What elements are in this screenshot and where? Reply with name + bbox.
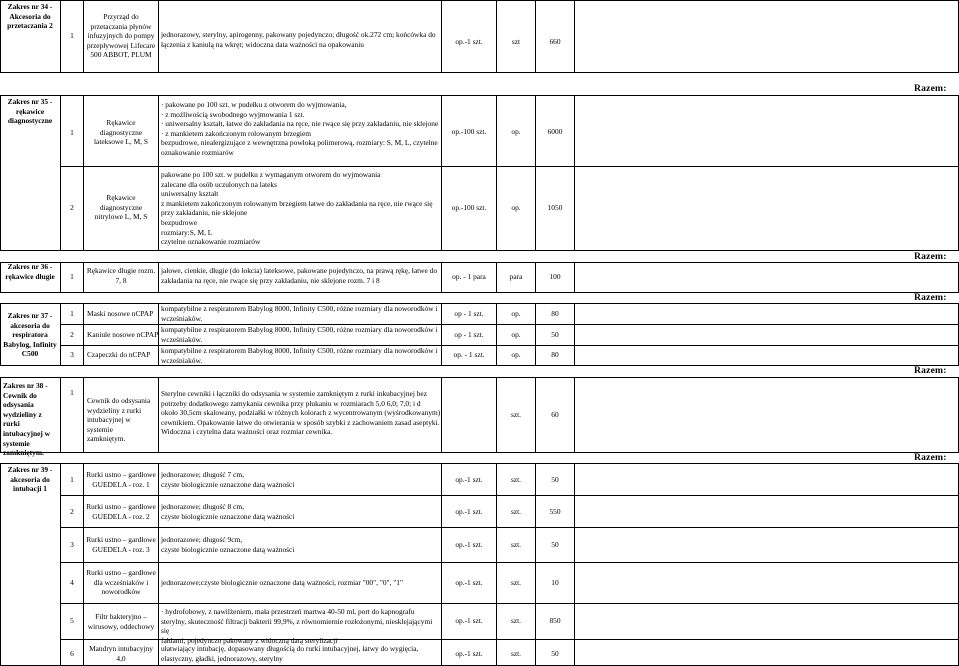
item-number: 1	[70, 31, 74, 40]
item-description: kompatybilne z respiratorem Babylog 8000, Infinity C500, różne rozmiary dla noworodków i wcześniaków.	[161, 346, 438, 365]
item-description: jednorazowe; długość 9cm, czyste biologicznie oznaczone datą ważności	[161, 535, 295, 554]
item-name: Rękawice diagnostyczne nitrylowe L, M, S	[94, 193, 148, 222]
item-number: 1	[70, 309, 74, 318]
rule	[0, 250, 959, 251]
rule	[60, 527, 959, 528]
rule	[441, 463, 442, 666]
unit: szt.	[510, 578, 522, 587]
packaging: op. - 1 szt.	[453, 350, 485, 359]
rule	[441, 95, 442, 250]
rule	[0, 72, 959, 73]
item-number: 3	[70, 350, 74, 359]
rule	[0, 303, 959, 304]
item-name: Rękawice diagnostyczne lateksowe L, M, S	[94, 118, 148, 147]
item-description: ułatwiający intubację, dopasowany długością do rurki intubacyjnej, łatwy do wygięcia, elastyczny, gładki, jednorazowy, sterylny	[161, 644, 419, 663]
rule	[574, 262, 575, 293]
item-name: Mandryn intubacyjny 4,0	[89, 644, 153, 663]
zakres-title: Zakres nr 36 - rękawice długie	[5, 262, 55, 281]
quantity: 10	[551, 578, 559, 587]
rule	[0, 377, 1, 453]
rule	[60, 603, 959, 604]
quantity: 550	[549, 507, 561, 516]
rule	[496, 95, 497, 250]
rule	[60, 95, 61, 250]
zakres-title: Zakres nr 35 - rękawice diagnostyczne	[7, 97, 53, 126]
packaging: op.-100 szt.	[451, 127, 487, 136]
item-number: 1	[70, 128, 74, 137]
rule	[0, 377, 959, 378]
rule	[0, 365, 959, 366]
rule	[0, 95, 959, 96]
zakres-title: Zakres nr 39 - akcesoria do intubacji 1	[7, 465, 53, 494]
quantity: 60	[551, 410, 559, 419]
unit: szt.	[510, 649, 522, 658]
quantity: 6000	[547, 127, 563, 136]
item-name: Rurki ustno – gardłowe dla wcześniaków i noworodków	[86, 568, 156, 597]
unit: op.	[511, 309, 521, 318]
rule	[83, 95, 84, 250]
packaging: op.-100 szt.	[451, 203, 487, 212]
razem-label: Razem:	[914, 83, 947, 94]
rule	[0, 452, 959, 453]
quantity: 80	[551, 350, 559, 359]
item-number: 1	[70, 272, 74, 281]
packaging: op.-1 szt.	[455, 475, 483, 484]
razem-label: Razem:	[914, 365, 947, 376]
item-number: 3	[70, 540, 74, 549]
rule	[60, 562, 959, 563]
packaging: op - 1 szt.	[454, 330, 484, 339]
unit: szt.	[510, 410, 522, 419]
rule	[158, 463, 159, 666]
packaging: op.-1 szt.	[455, 507, 483, 516]
item-description: pakowane po 100 szt. w pudełku z wymaganym otworem do wyjmowania zalecane dla osób uczulonych na lateks uniwersalny kształt z mankietem zakończonym rolowanym brzegiem łatwe do zakładania na ręce, nie rwące się przy zakładaniu, nie sklejone bezpudrowe rozmiary:S, M, L czytelne oznakowanie rozmiarów	[161, 170, 433, 247]
item-name: Filtr bakteryjno – wirusowy, oddechowy	[87, 612, 155, 631]
unit: op.	[511, 203, 521, 212]
quantity: 1050	[547, 203, 563, 212]
rule	[0, 463, 1, 666]
zakres-title: Zakres nr 37 - akcesoria do respiratora Babylog, Infinity C500	[3, 311, 57, 359]
rule	[535, 463, 536, 666]
rule	[60, 166, 959, 167]
packaging: op.-1 szt.	[455, 616, 483, 625]
item-description: kompatybilne z respiratorem Babylog 8000, Infinity C500, różne rozmiary dla noworodków i wcześniaków.	[161, 325, 438, 344]
item-description: jednorazowe; długość 8 cm, czyste biologicznie oznaczone datą ważności	[161, 502, 295, 521]
unit: szt.	[510, 475, 522, 484]
rule	[0, 262, 959, 263]
packaging: op. - 1 para	[452, 272, 486, 281]
zakres-title: Zakres nr 38 - Cewnik do odsysania wydzieliny z rurki intubacyjnej w systemie zamkniętym.	[3, 381, 51, 458]
item-description: jednorazowe; długość 7 cm, czyste biologicznie oznaczone datą ważności	[161, 470, 295, 489]
item-number: 5	[70, 616, 74, 625]
item-description: · hydrofobowy, z nawilżeniem, mała przestrzeń martwa 40-50 ml, port do kapnografu sterylny, skuteczność filtracji bakterii 99,9%, z równomiernie rozłożonymi, niesklejającymi się fałdami, pojedynczo pakowany z widoczną datą sterylizacji	[161, 607, 433, 645]
rule	[574, 377, 575, 453]
item-description: jednorazowy, sterylny, apirogenny, pakowany pojedynczo; długość ok.272 cm; końcówka do łączenia z kaniulą na wkręt; widoczna data ważności na opakowaniu	[161, 30, 436, 49]
quantity: 850	[549, 616, 561, 625]
unit: op.	[511, 127, 521, 136]
item-number: 2	[70, 203, 74, 212]
unit: op.	[511, 330, 521, 339]
rule	[0, 95, 1, 250]
rule	[574, 463, 575, 666]
unit: para	[509, 272, 523, 281]
rule	[158, 0, 159, 73]
item-name: Czapeczki do nCPAP	[87, 350, 151, 359]
item-name: Rurki ustno – gardłowe GUEDELA - roz. 1	[86, 470, 156, 489]
razem-label: Razem:	[914, 452, 947, 463]
item-name: Rurki ustno – gardłowe GUEDELA - roz. 3	[86, 535, 156, 554]
rule	[83, 262, 84, 293]
item-number: 1	[70, 475, 74, 484]
item-name: Kaniule nosowe nCPAP	[87, 330, 159, 339]
unit: szt.	[510, 507, 522, 516]
rule	[83, 463, 84, 666]
unit: szt.	[510, 540, 522, 549]
item-name: Rękawice długie rozm. 7, 8	[86, 266, 156, 285]
item-description: jednorazowe;czyste biologicznie oznaczone datą ważności, rozmiar "00", "0", "1"	[161, 578, 403, 587]
unit: szt.	[510, 616, 522, 625]
rule	[496, 463, 497, 666]
razem-label: Razem:	[914, 292, 947, 303]
rule	[0, 303, 1, 365]
rule	[158, 262, 159, 293]
packaging: op.-1 szt.	[455, 649, 483, 658]
packaging: op.-1 szt.	[455, 540, 483, 549]
rule	[0, 463, 959, 464]
rule	[83, 377, 84, 453]
rule	[60, 463, 61, 666]
rule	[158, 95, 159, 250]
quantity: 50	[551, 540, 559, 549]
item-number: 1	[70, 388, 74, 397]
quantity: 660	[549, 37, 561, 46]
packaging: op - 1 szt.	[454, 309, 484, 318]
rule	[83, 303, 84, 365]
unit: op.	[511, 350, 521, 359]
rule	[0, 0, 959, 1]
item-number: 2	[70, 507, 74, 516]
rule	[574, 95, 575, 250]
quantity: 50	[551, 649, 559, 658]
unit: szt	[511, 37, 521, 46]
rule	[0, 292, 959, 293]
item-name: Maski nosowe nCPAP	[87, 309, 154, 318]
item-number: 6	[70, 649, 74, 658]
packaging: op.-1 szt.	[455, 37, 483, 46]
rule	[0, 0, 1, 73]
item-name: Przyrząd do przetaczania płynów infuzyjnych do pompy przepływowej Lifecare 500 ABBOT, PLUM	[86, 12, 156, 60]
rule	[60, 495, 959, 496]
rule	[574, 0, 575, 73]
quantity: 100	[549, 272, 561, 281]
quantity: 50	[551, 330, 559, 339]
item-name: Rurki ustno – gardłowe GUEDELA - roz. 2	[86, 502, 156, 521]
item-description: · pakowane po 100 szt. w pudełku z otworem do wyjmowania, · z możliwością swobodnego wyjmowania 1 szt. · uniwersalny kształt, łatwe do zakładania na ręce, nie rwące się przy zakładaniu, nie sklejone · z mankietem zakończonym rolowanym brzegiem bezpudrowe, niealergizujące z wewnętrzna powłoką polimerową, rozmiary: S, M, L, czytelne oznakowanie rozmiarów	[161, 100, 439, 157]
rule	[158, 377, 159, 453]
razem-label: Razem:	[914, 251, 947, 262]
rule	[0, 262, 1, 293]
quantity: 80	[551, 309, 559, 318]
rule	[535, 95, 536, 250]
packaging: op.-1 szt.	[455, 578, 483, 587]
rule	[83, 0, 84, 73]
zakres-title: Zakres nr 34 - Akcesoria do przetaczania 2	[7, 2, 53, 31]
item-description: Sterylne cewniki i łączniki do odsysania w systemie zamkniętym z rurki inkubacyjnej bez potrzeby dodatkowego zamykania cewnika przy płukaniu w rozmiarach 5,0 6,0; 7,0; i d około 30,5cm skalowany, podziałki w różnych kolorach z wycentrowanym (wyśrodkowanym) cewnikiem. Opakowanie łatwe do otwierania w sposób szybki z zachowaniem zasad aseptyki. Widoczna i czytelna data ważności oraz rozmiar cewnika.	[161, 389, 441, 437]
item-number: 2	[70, 330, 74, 339]
item-description: jałowe, cienkie, długie (do łokcia) lateksowe, pakowane pojedynczo, na prawą rękę, łatwe do zakładania na ręce, nie rwące się przy zakładaniu, nie sklejone rozm. 7 i 8	[161, 266, 438, 285]
rule	[574, 303, 575, 365]
quantity: 50	[551, 475, 559, 484]
item-name: Cewnik do odsysania wydzieliny z rurki intubacyjnej w systemie zamkniętym.	[87, 396, 151, 444]
item-description: kompatybilne z respiratorem Babylog 8000, Infinity C500, różne rozmiary dla noworodków i wcześniaków.	[161, 304, 438, 323]
item-number: 4	[70, 578, 74, 587]
